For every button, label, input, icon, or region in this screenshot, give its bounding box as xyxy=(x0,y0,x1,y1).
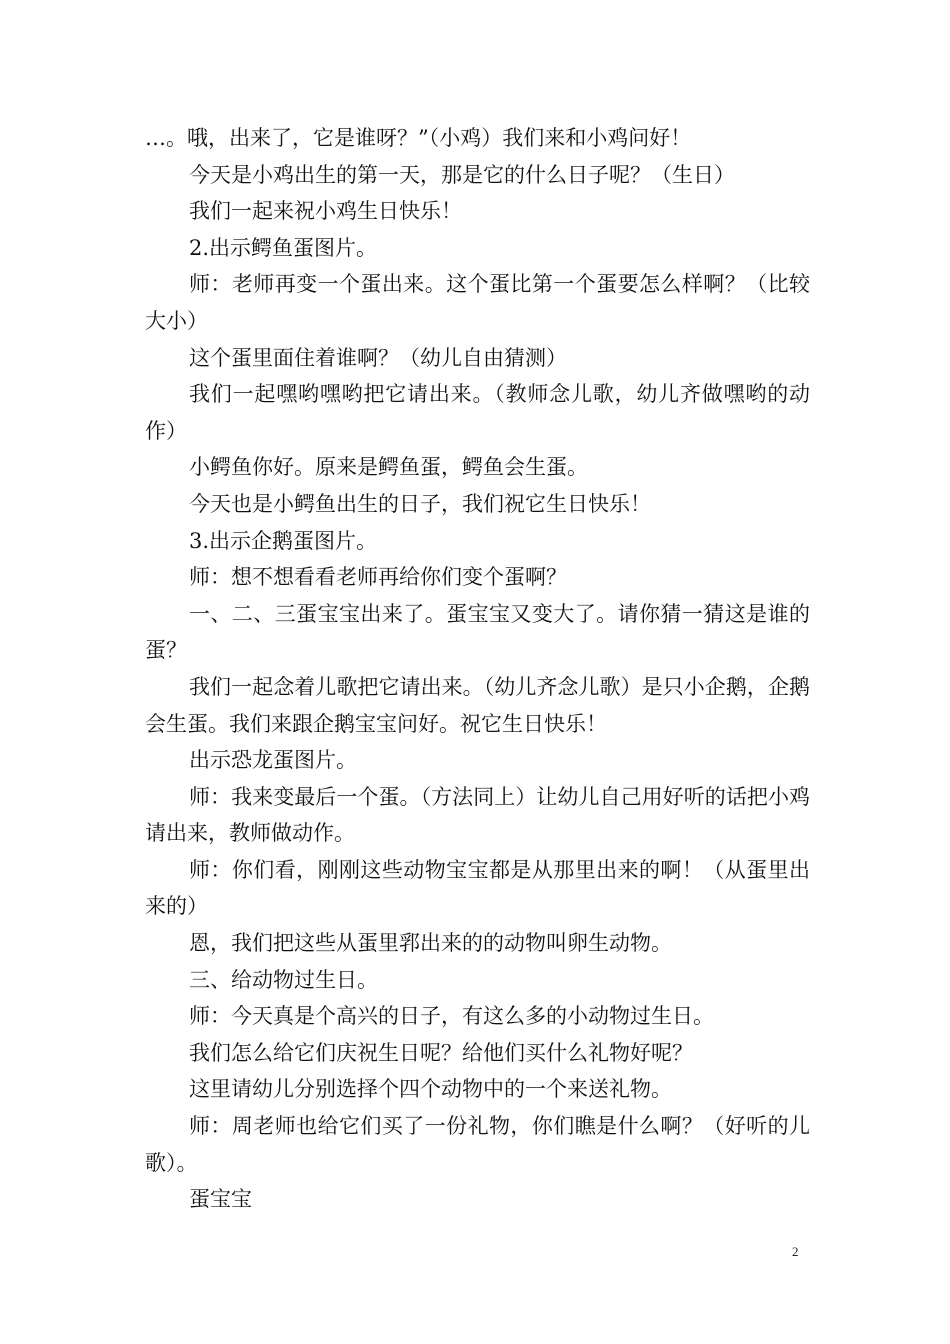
paragraph: 一、二、三蛋宝宝出来了。蛋宝宝又变大了。请你猜一猜这是谁的蛋？ xyxy=(145,601,810,663)
paragraph: 这里请幼儿分别选择个四个动物中的一个来送礼物。 xyxy=(189,1077,672,1102)
paragraph: 恩，我们把这些从蛋里郛出来的的动物叫卵生动物。 xyxy=(189,931,672,956)
paragraph: 师：周老师也给它们买了一份礼物，你们瞧是什么啊？（好听的儿歌）。 xyxy=(145,1114,810,1175)
paragraph: 师：老师再变一个蛋出来。这个蛋比第一个蛋要怎么样啊？（比较大小） xyxy=(145,272,810,333)
paragraph: 师：想不想看看老师再给你们变个蛋啊？ xyxy=(189,565,567,590)
paragraph: …。哦，出来了，它是谁呀？”（小鸡）我们来和小鸡问好！ xyxy=(145,126,692,150)
paragraph: 我们一起嘿哟嘿哟把它请出来。（教师念儿歌，幼儿齐做嘿哟的动作） xyxy=(145,382,810,443)
paragraph: 出示恐龙蛋图片。 xyxy=(189,748,357,773)
paragraph: 我们怎么给它们庆祝生日呢？给他们买什么礼物好呢？ xyxy=(189,1040,693,1065)
paragraph: 这个蛋里面住着谁啊？（幼儿自由猜测） xyxy=(189,345,567,370)
paragraph: 蛋宝宝 xyxy=(189,1187,252,1212)
paragraph: 我们一起念着儿歌把它请出来。（幼儿齐念儿歌）是只小企鹅，企鹅会生蛋。我们来跟企鹅宝宝问好。祝它生日快乐！ xyxy=(145,674,810,736)
page-number: 2 xyxy=(792,1244,799,1259)
paragraph: 今天是小鸡出生的第一天，那是它的什么日子呢？（生日） xyxy=(189,162,735,187)
paragraph: 师：你们看，刚刚这些动物宝宝都是从那里出来的啊！（从蛋里出来的） xyxy=(145,857,810,919)
section-heading: 三、给动物过生日。 xyxy=(189,967,378,992)
paragraph: 小鳄鱼你好。原来是鳄鱼蛋，鳄鱼会生蛋。 xyxy=(189,455,588,480)
paragraph: 我们一起来祝小鸡生日快乐！ xyxy=(189,199,462,224)
paragraph: 3.出示企鹅蛋图片。 xyxy=(189,528,378,553)
paragraph: 师：我来变最后一个蛋。（方法同上）让幼儿自己用好听的话把小鸡请出来，教师做动作。 xyxy=(145,784,810,846)
document-body xyxy=(145,120,810,1218)
paragraph: 2.出示鳄鱼蛋图片。 xyxy=(189,235,378,260)
paragraph: 师：今天真是个高兴的日子，有这么多的小动物过生日。 xyxy=(189,1004,714,1029)
paragraph: 今天也是小鳄鱼出生的日子，我们祝它生日快乐！ xyxy=(189,491,651,516)
